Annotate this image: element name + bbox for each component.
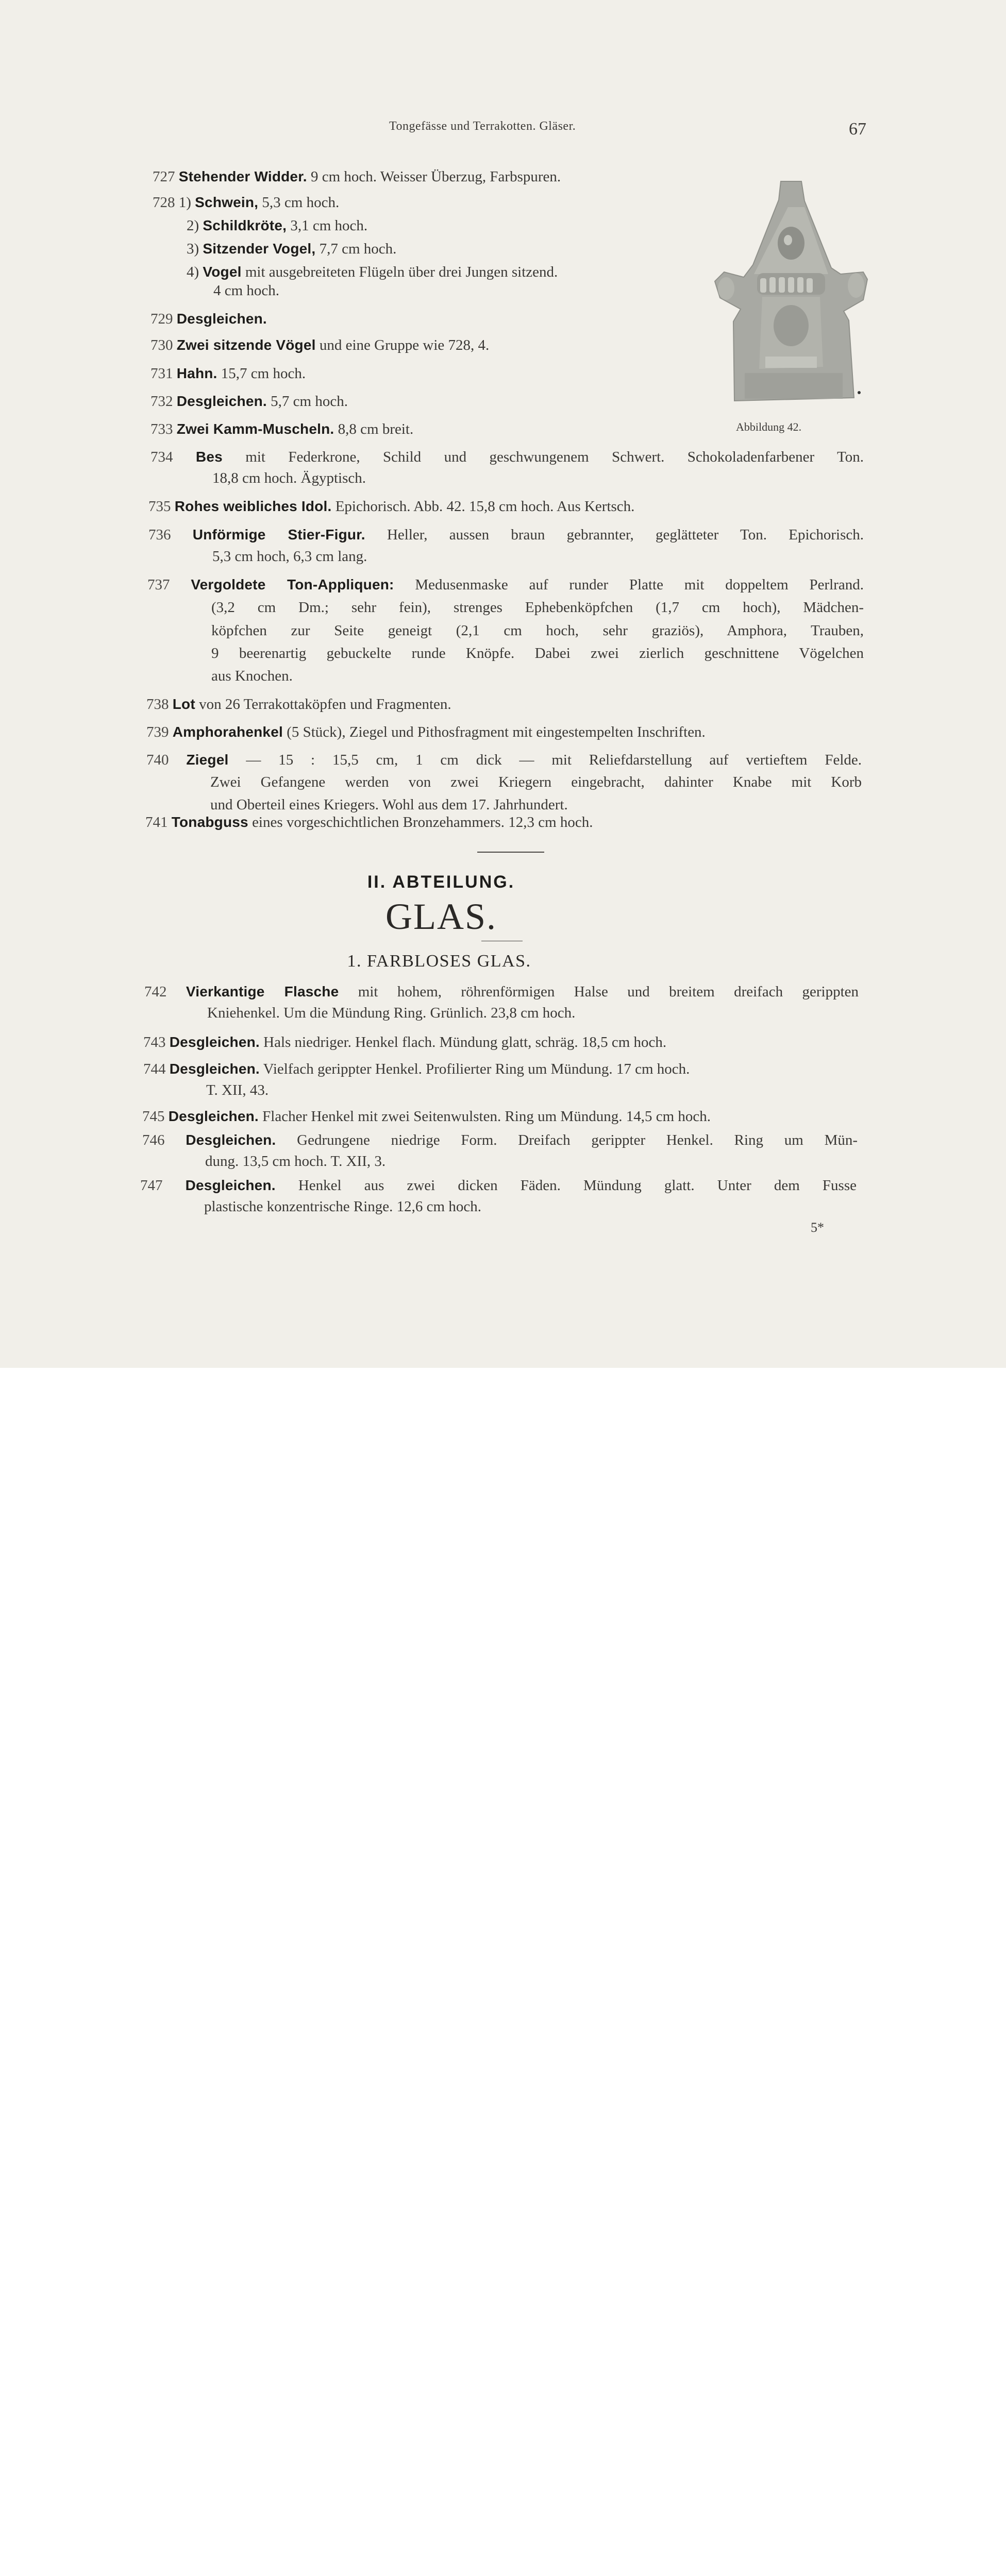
entry-736-cont [212,545,367,568]
entry-text: eines vorgeschichtlichen Bronzehammers. 12,3 cm hoch. [252,814,593,831]
entry-text: 9 cm hoch. Weisser Überzug, Farbspuren. [310,168,561,185]
entry-text: dung. 13,5 cm hoch. T. XII, 3. [205,1153,386,1170]
entry-name: Rohes weibliches Idol. [174,498,332,514]
entry-text: 1) [178,194,191,211]
entry-746 [142,1128,858,1152]
entry-name: Hahn. [176,365,217,381]
entry-728-4: 4) Vogel mit ausgebreiteten Flügeln über drei Jungen sitzend. [187,264,558,280]
entry-741 [145,810,593,834]
entry-number: 744 [143,1061,166,1077]
entry-name: Vogel [203,264,242,280]
entry-734 [150,445,864,469]
entry-text: Gedrungene niedrige Form. Dreifach gerippter Henkel. Ring um Mün- [297,1132,858,1148]
entry-736 [148,523,864,547]
entry-742 [144,980,859,1004]
entry-text: von 26 Terrakottaköpfen und Fragmenten. [199,696,451,713]
entry-text: 5,7 cm hoch. [271,393,348,410]
entry-text: köpfchen zur Seite geneigt (2,1 cm hoch, sehr graziös), Amphora, Trauben, [211,622,864,639]
entry-number: 745 [142,1108,165,1125]
entry-text: 5,3 cm hoch. [262,194,340,211]
entry-text: (3,2 cm Dm.; sehr fein), strenges Ephebenköpfchen (1,7 cm hoch), Mädchen- [211,599,864,616]
entry-name: Desgleichen. [176,311,267,327]
entry-text: 9 beerenartig gebuckelte runde Knöpfe. Dabei zwei zierlich geschnittene Vögelchen [211,645,864,662]
entry-740 [146,748,862,772]
entry-name: Schildkröte, [203,217,287,233]
entry-737 [147,573,864,597]
entry-number: 737 [147,577,170,593]
entry-name: Desgleichen. [169,1034,260,1050]
entry-text: T. XII, 43. [206,1082,269,1098]
entry-name: Vierkantige Flasche [186,984,339,999]
entry-747-cont [204,1195,481,1218]
entry-number: 742 [144,984,167,1000]
entry-number: 730 [150,337,173,353]
entry-728-2: 2) Schildkröte, 3,1 cm hoch. [187,217,368,234]
entry-text: 18,8 cm hoch. Ägyptisch. [212,470,366,486]
entry-number: 747 [140,1177,163,1194]
entry-number: 739 [146,724,169,740]
entry-name: Ziegel [186,752,229,768]
entry-number: 732 [150,393,173,410]
entry-743 [143,1030,666,1054]
entry-730 [150,333,489,357]
entry-number: 740 [146,752,169,768]
entry-737-line2 [211,596,864,619]
entry-number: 733 [150,421,173,437]
entry-text: Medusenmaske auf runder Platte mit doppeltem Perlrand. [415,577,864,593]
entry-name: Desgleichen. [185,1177,276,1193]
entry-name: Vergoldete Ton-Appliquen: [191,577,394,592]
entry-728-3: 3) Sitzender Vogel, 7,7 cm hoch. [187,241,397,257]
entry-728-4-cont [213,279,279,302]
entry-text: 15,7 cm hoch. [221,365,306,382]
entry-text: 4 cm hoch. [213,282,280,299]
running-header: Tongefässe und Terrakotten. Gläser. [389,120,576,133]
entry-728 [153,191,339,214]
entry-742-cont [207,1002,575,1025]
entry-name: Tonabguss [171,814,248,830]
entry-731 [150,362,306,385]
entry-number: 738 [146,696,169,713]
entry-name: Unförmige Stier-Figur. [192,527,365,543]
entry-name: Amphorahenkel [172,724,283,740]
entry-text: plastische konzentrische Ringe. 12,6 cm hoch. [204,1198,481,1215]
entry-name: Stehender Widder. [178,168,307,184]
entry-745 [142,1105,711,1128]
entry-729 [150,307,267,331]
entry-727 [153,165,561,189]
entry-text: 5,3 cm hoch, 6,3 cm lang. [212,548,367,565]
entry-text: Flacher Henkel mit zwei Seitenwulsten. Ring um Mündung. 14,5 cm hoch. [262,1108,711,1125]
section-divider [477,852,544,853]
section-heading: II. ABTEILUNG. [367,872,515,892]
signature-mark: 5* [811,1220,824,1235]
section-subtitle: 1. FARBLOSES GLAS. [347,952,531,971]
entry-text: Vielfach gerippter Henkel. Profilierter Ring um Mündung. 17 cm hoch. [263,1061,690,1077]
entry-number: 727 [153,168,175,185]
entry-737-line5 [211,665,293,688]
entry-732 [150,389,348,413]
entry-name: Sitzender Vogel, [203,241,316,257]
section-title: GLAS. [385,896,497,937]
entry-number: 743 [143,1034,166,1050]
entry-733 [150,417,413,441]
entry-text: mit hohem, röhrenförmigen Halse und breitem dreifach gerippten [358,984,859,1000]
entry-text: Epichorisch. Abb. 42. 15,8 cm hoch. Aus Kertsch. [335,498,635,515]
entry-text: 3,1 cm hoch. [290,217,368,234]
entry-text: Heller, aussen braun gebrannter, geglätteter Ton. Epichorisch. [387,527,864,543]
entry-number: 736 [148,527,171,543]
entry-text: Kniehenkel. Um die Mündung Ring. Grünlich. 23,8 cm hoch. [207,1005,576,1021]
entry-737-line4 [211,642,864,665]
page-number: 67 [849,120,866,139]
entry-name: Bes [195,449,223,465]
entry-number: 731 [150,365,173,382]
entry-text: Zwei Gefangene werden von zwei Kriegern eingebracht, dahinter Knabe mit Korb [210,774,862,790]
entry-738 [146,692,451,716]
entry-text: mit ausgebreiteten Flügeln über drei Jungen sitzend. [245,264,558,280]
entry-number: 729 [150,311,173,327]
entry-734-cont [212,467,366,490]
figure-caption: Abbildung 42. [736,420,802,433]
entry-number: 741 [145,814,168,831]
entry-737-line3 [211,619,864,642]
entry-number: 735 [148,498,171,515]
digitization-footer [0,1368,1006,1433]
entry-name: Desgleichen. [176,393,267,409]
entry-735 [148,495,634,518]
entry-name: Lot [172,696,195,712]
entry-text: Hals niedriger. Henkel flach. Mündung glatt, schräg. 18,5 cm hoch. [263,1034,667,1050]
entry-name: Schwein, [195,194,259,210]
entry-text: 8,8 cm breit. [338,421,414,437]
entry-number: 728 [153,194,175,211]
entry-text: mit Federkrone, Schild und geschwungenem Schwert. Schokoladenfarbener Ton. [245,449,864,465]
entry-747 [140,1174,857,1197]
figure-idol-illustration [709,171,874,413]
entry-744 [143,1057,690,1081]
entry-text: 7,7 cm hoch. [319,241,397,257]
entry-text: (5 Stück), Ziegel und Pithosfragment mit eingestempelten Inschriften. [287,724,706,740]
entry-text: Henkel aus zwei dicken Fäden. Mündung glatt. Unter dem Fusse [298,1177,857,1194]
entry-text: und Oberteil eines Kriegers. Wohl aus dem 17. Jahrhundert. [210,796,568,813]
entry-text: und eine Gruppe wie 728, 4. [319,337,490,353]
entry-number: 746 [142,1132,165,1148]
entry-740-line2 [210,771,862,794]
entry-name: Desgleichen. [169,1061,260,1077]
entry-739 [146,720,706,744]
entry-name: Zwei sitzende Vögel [176,337,316,353]
entry-name: Zwei Kamm-Muscheln. [176,421,334,437]
entry-name: Desgleichen. [186,1132,276,1148]
entry-name: Desgleichen. [168,1108,259,1124]
entry-number: 734 [150,449,173,465]
entry-text: aus Knochen. [211,668,293,684]
entry-text: — 15 : 15,5 cm, 1 cm dick — mit Reliefdarstellung auf vertieftem Felde. [246,752,862,768]
entry-744-cont [206,1079,269,1102]
entry-746-cont [205,1150,385,1173]
